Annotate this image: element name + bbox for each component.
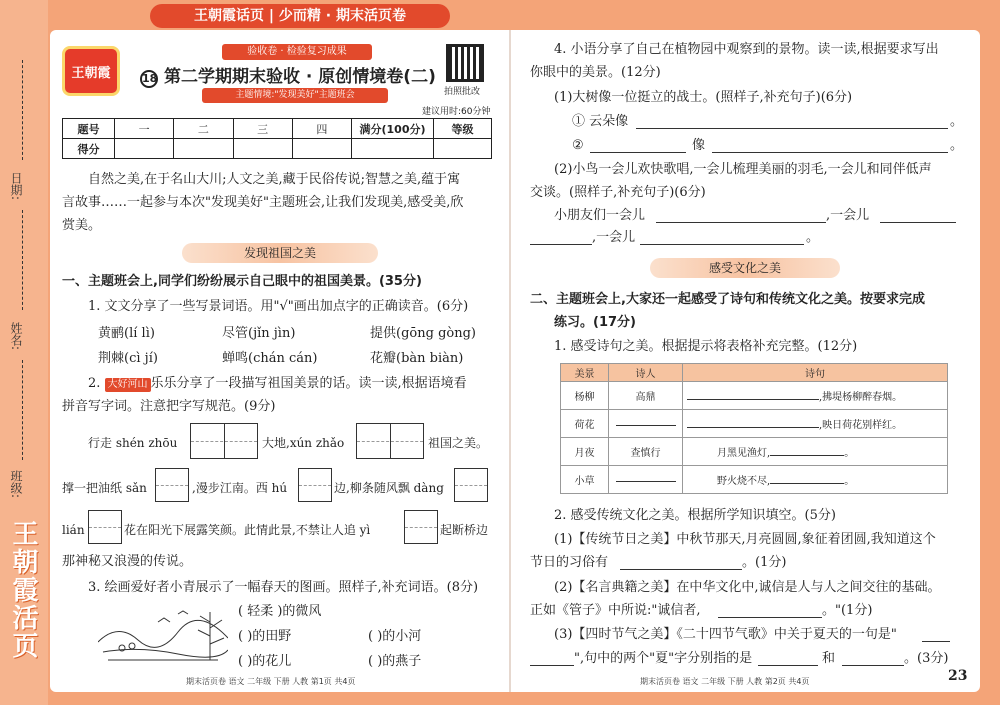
answer-line[interactable] [530, 244, 592, 245]
topic-tag: 大好河山 [105, 378, 151, 392]
answer-line[interactable] [620, 569, 742, 570]
pinyin-text: 撑一把油纸 sǎn [62, 481, 147, 495]
answer-blank[interactable] [687, 427, 819, 428]
label-number: 2. [88, 376, 101, 391]
answer-line[interactable] [880, 222, 956, 223]
section-band: 感受文化之美 [650, 258, 840, 278]
writing-grid[interactable] [298, 468, 332, 502]
intro-line: 自然之美,在于名山大川;人文之美,藏于民俗传说;智慧之美,蕴于寓 [88, 172, 461, 187]
table-cell: 得分 [63, 139, 115, 159]
paper-title-text: 第二学期期末验收 · 原创情境卷(二) [164, 67, 436, 87]
question-text [88, 374, 467, 394]
answer-line[interactable] [530, 665, 574, 666]
pinyin-options: (chán cán) [248, 351, 318, 366]
writing-grid[interactable] [88, 510, 122, 544]
intro-line: 赏美。 [62, 218, 102, 233]
question-text: 你眼中的美景。(12分) [530, 65, 661, 80]
theme-badge: 主题情境:"发现美好"主题班会 [202, 88, 388, 103]
footer-left: 期末活页卷 语文 二年级 下册 人教 第1页 共4页 [186, 677, 356, 686]
writing-grid[interactable] [155, 468, 189, 502]
table-row [561, 382, 948, 410]
table-cell: 小草 [561, 466, 609, 494]
banner-text: 话页 | 少而精 · 期末活页卷 [236, 8, 406, 24]
question-text: 节日的习俗有 [530, 555, 609, 570]
verse-text: ,映日荷花别样红。 [819, 420, 903, 431]
score-input-cell[interactable] [233, 139, 292, 159]
period-mark: 。 [950, 138, 964, 153]
table-row [63, 139, 492, 159]
pinyin-options: (bàn biàn) [396, 351, 464, 366]
pinyin-text: 大地,xún zhǎo [262, 436, 345, 450]
table-cell: 题号 [63, 119, 115, 139]
dashed-line [22, 60, 23, 160]
pinyin-text: 起断桥边 [440, 523, 489, 537]
paper-title [140, 62, 440, 88]
period-mark: 。 [806, 230, 820, 245]
pinyin-word: 荆棘 [98, 351, 125, 366]
writing-grid[interactable] [190, 423, 258, 459]
dashed-line [22, 210, 23, 310]
page-number: 23 [948, 668, 968, 684]
pinyin-choice[interactable] [222, 349, 317, 369]
table-header: 诗句 [683, 364, 948, 382]
brand-vertical: 王朝霞活页 [8, 520, 38, 660]
question-text: (3)【四时节气之美】《二十四节气歌》中关于夏天的一句是" [554, 627, 897, 642]
fill-label: 小朋友们一会儿 [554, 208, 646, 223]
pinyin-text: ,漫步江南。西 hú [192, 481, 288, 495]
verse-text: ,拂堤杨柳醉春烟。 [819, 392, 903, 403]
score-input-cell[interactable] [115, 139, 174, 159]
score-input-cell[interactable] [434, 139, 492, 159]
sub-badge: 验收卷 · 检验复习成果 [222, 44, 372, 60]
fill-phrase[interactable]: ( )的花儿 [238, 654, 292, 669]
section-heading: 练习。(17分) [554, 315, 636, 330]
table-row [561, 410, 948, 438]
pinyin-choice[interactable] [370, 324, 476, 344]
fill-label: ② [572, 138, 584, 153]
score-input-cell[interactable] [292, 139, 351, 159]
qr-code-icon[interactable] [446, 44, 484, 82]
fill-label: 像 [692, 138, 706, 153]
table-header: 诗人 [609, 364, 683, 382]
pinyin-options: (lí lì) [124, 326, 155, 341]
answer-line[interactable] [712, 152, 948, 153]
pinyin-word: 尽管 [222, 326, 249, 341]
binding-strip [0, 0, 48, 705]
pinyin-text: 那神秘又浪漫的传说。 [62, 554, 193, 569]
pinyin-choice[interactable] [98, 349, 158, 369]
table-cell: 满分(100分) [352, 119, 434, 139]
pinyin-word: 提供 [370, 326, 397, 341]
pinyin-choice[interactable] [222, 324, 295, 344]
section-heading: 一、主题班会上,同学们纷纷展示自己眼中的祖国美景。(35分) [62, 274, 422, 289]
class-label: 班级: [9, 470, 23, 499]
question-text: (2)【名言典籍之美】在中华文化中,诚信是人与人之间交往的基础。 [554, 580, 941, 595]
table-row [561, 438, 948, 466]
answer-blank[interactable] [770, 483, 844, 484]
answer-blank[interactable] [687, 399, 819, 400]
question-text: 和 [822, 651, 836, 666]
table-cell: 高鼎 [609, 382, 683, 410]
score-input-cell[interactable] [174, 139, 233, 159]
writing-grid[interactable] [356, 423, 424, 459]
section-band: 发现祖国之美 [182, 243, 378, 263]
pinyin-choice[interactable] [98, 324, 155, 344]
footer-right: 期末活页卷 语文 二年级 下册 人教 第2页 共4页 [640, 677, 810, 686]
spring-drawing [98, 602, 228, 664]
table-cell: 荷花 [561, 410, 609, 438]
table-cell: 二 [174, 119, 233, 139]
poem-table [560, 363, 948, 494]
pinyin-options: (jǐn jìn) [248, 326, 296, 341]
table-cell: 一 [115, 119, 174, 139]
pinyin-text: 祖国之美。 [428, 436, 489, 450]
question-text: ",句中的两个"夏"字分别指的是 [574, 651, 753, 666]
fill-label: ① 云朵像 [572, 114, 629, 129]
question-text: (1)【传统节日之美】中秋节那天,月亮圆圆,象征着团圆,我知道这个 [554, 532, 936, 547]
table-row [561, 364, 948, 382]
question-text: 1. 感受诗句之美。根据提示将表格补充完整。(12分) [554, 339, 858, 354]
table-cell[interactable] [609, 466, 683, 494]
fill-phrase[interactable]: ( 轻柔 )的微风 [238, 604, 322, 619]
table-cell: 三 [233, 119, 292, 139]
answer-blank[interactable] [770, 455, 844, 456]
page-spine [509, 30, 511, 692]
pinyin-choice[interactable] [370, 349, 463, 369]
table-cell: 查慎行 [609, 438, 683, 466]
qr-label: 拍照批改 [444, 87, 481, 97]
table-cell: 四 [292, 119, 351, 139]
section-heading: 二、主题班会上,大家还一起感受了诗句和传统文化之美。按要求完成 [530, 292, 925, 307]
question-text: 。(1分) [742, 555, 787, 570]
period-mark: 。 [950, 114, 964, 129]
question-text: (2)小鸟一会儿欢快歌唱,一会儿梳理美丽的羽毛,一会儿和同伴低声 [554, 162, 932, 177]
fill-phrase[interactable]: ( )的燕子 [368, 654, 422, 669]
question-text: 4. 小语分享了自己在植物园中观察到的景物。读一读,根据要求写出 [554, 42, 939, 57]
table-cell[interactable]: 月黑见渔灯, 。 [683, 438, 948, 466]
pinyin-options: (gōng gòng) [396, 326, 476, 341]
table-cell[interactable] [683, 410, 948, 438]
answer-line[interactable] [842, 665, 904, 666]
answer-line[interactable] [656, 222, 826, 223]
intro-line: 言故事……一起参与本次"发现美好"主题班会,让我们发现美,感受美,欣 [62, 195, 464, 210]
verse-text: 野火烧不尽, [717, 476, 771, 487]
dashed-line [22, 360, 23, 460]
pinyin-text: 边,柳条随风飘 dàng [334, 481, 444, 495]
table-cell[interactable] [609, 410, 683, 438]
answer-line[interactable] [590, 152, 686, 153]
verse-text: 月黑见渔灯, [717, 448, 771, 459]
time-note: 建议用时:60分钟 [422, 107, 491, 117]
table-cell: 月夜 [561, 438, 609, 466]
table-row [561, 466, 948, 494]
question-text: 正如《管子》中所说:"诚信者, [530, 603, 701, 618]
question-text: 交谈。(照样子,补充句子)(6分) [530, 185, 706, 200]
table-cell: 杨柳 [561, 382, 609, 410]
name-label: 姓名: [9, 322, 23, 351]
score-input-cell[interactable] [352, 139, 434, 159]
table-cell[interactable] [683, 382, 948, 410]
writing-grid[interactable] [404, 510, 438, 544]
answer-line[interactable] [922, 641, 950, 642]
date-label: 日期: [9, 172, 23, 201]
fill-phrase[interactable]: ( )的田野 [238, 629, 292, 644]
question-text: 。(3分) [904, 651, 949, 666]
banner-brand: 王朝霞 [194, 8, 237, 24]
top-banner [150, 4, 450, 28]
pinyin-word: 花瓣 [370, 351, 397, 366]
table-header: 美景 [561, 364, 609, 382]
pinyin-word: 黄鹂 [98, 326, 125, 341]
fill-label: ,一会儿 [592, 230, 636, 245]
pinyin-text: 行走 shén zhōu [88, 436, 178, 450]
publisher-logo: 王朝霞 [62, 46, 120, 96]
answer-line[interactable] [636, 128, 948, 129]
fill-label: ,一会儿 [826, 208, 870, 223]
pinyin-text: 花在阳光下展露笑颜。此情此景,不禁让人追 yì [124, 523, 371, 537]
question-text: (1)大树像一位挺立的战士。(照样子,补充句子)(6分) [554, 90, 853, 105]
fill-phrase[interactable]: ( )的小河 [368, 629, 422, 644]
question-text: 2. 感受传统文化之美。根据所学知识填空。(5分) [554, 508, 836, 523]
pinyin-text: lián [62, 523, 85, 537]
answer-blank[interactable] [616, 481, 676, 482]
pinyin-options: (cì jí) [124, 351, 158, 366]
question-text: 。"(1分) [822, 603, 873, 618]
paper-number: 18 [140, 70, 158, 88]
table-row [63, 119, 492, 139]
answer-line[interactable] [640, 244, 804, 245]
answer-line[interactable] [758, 665, 818, 666]
question-text-a: 乐乐分享了一段描写祖国美景的话。读一读,根据语境看 [150, 376, 467, 391]
answer-line[interactable] [718, 617, 822, 618]
question-text: 拼音写字词。注意把字写规范。(9分) [62, 399, 276, 414]
table-cell: 等级 [434, 119, 492, 139]
score-table [62, 118, 492, 159]
answer-blank[interactable] [616, 425, 676, 426]
question-text: 3. 绘画爱好者小青展示了一幅春天的图画。照样子,补充词语。(8分) [88, 580, 479, 595]
pinyin-word: 蝉鸣 [222, 351, 249, 366]
question-text: 1. 文文分享了一些写景词语。用"√"画出加点字的正确读音。(6分) [88, 299, 469, 314]
writing-grid[interactable] [454, 468, 488, 502]
table-cell[interactable]: 野火烧不尽, 。 [683, 466, 948, 494]
